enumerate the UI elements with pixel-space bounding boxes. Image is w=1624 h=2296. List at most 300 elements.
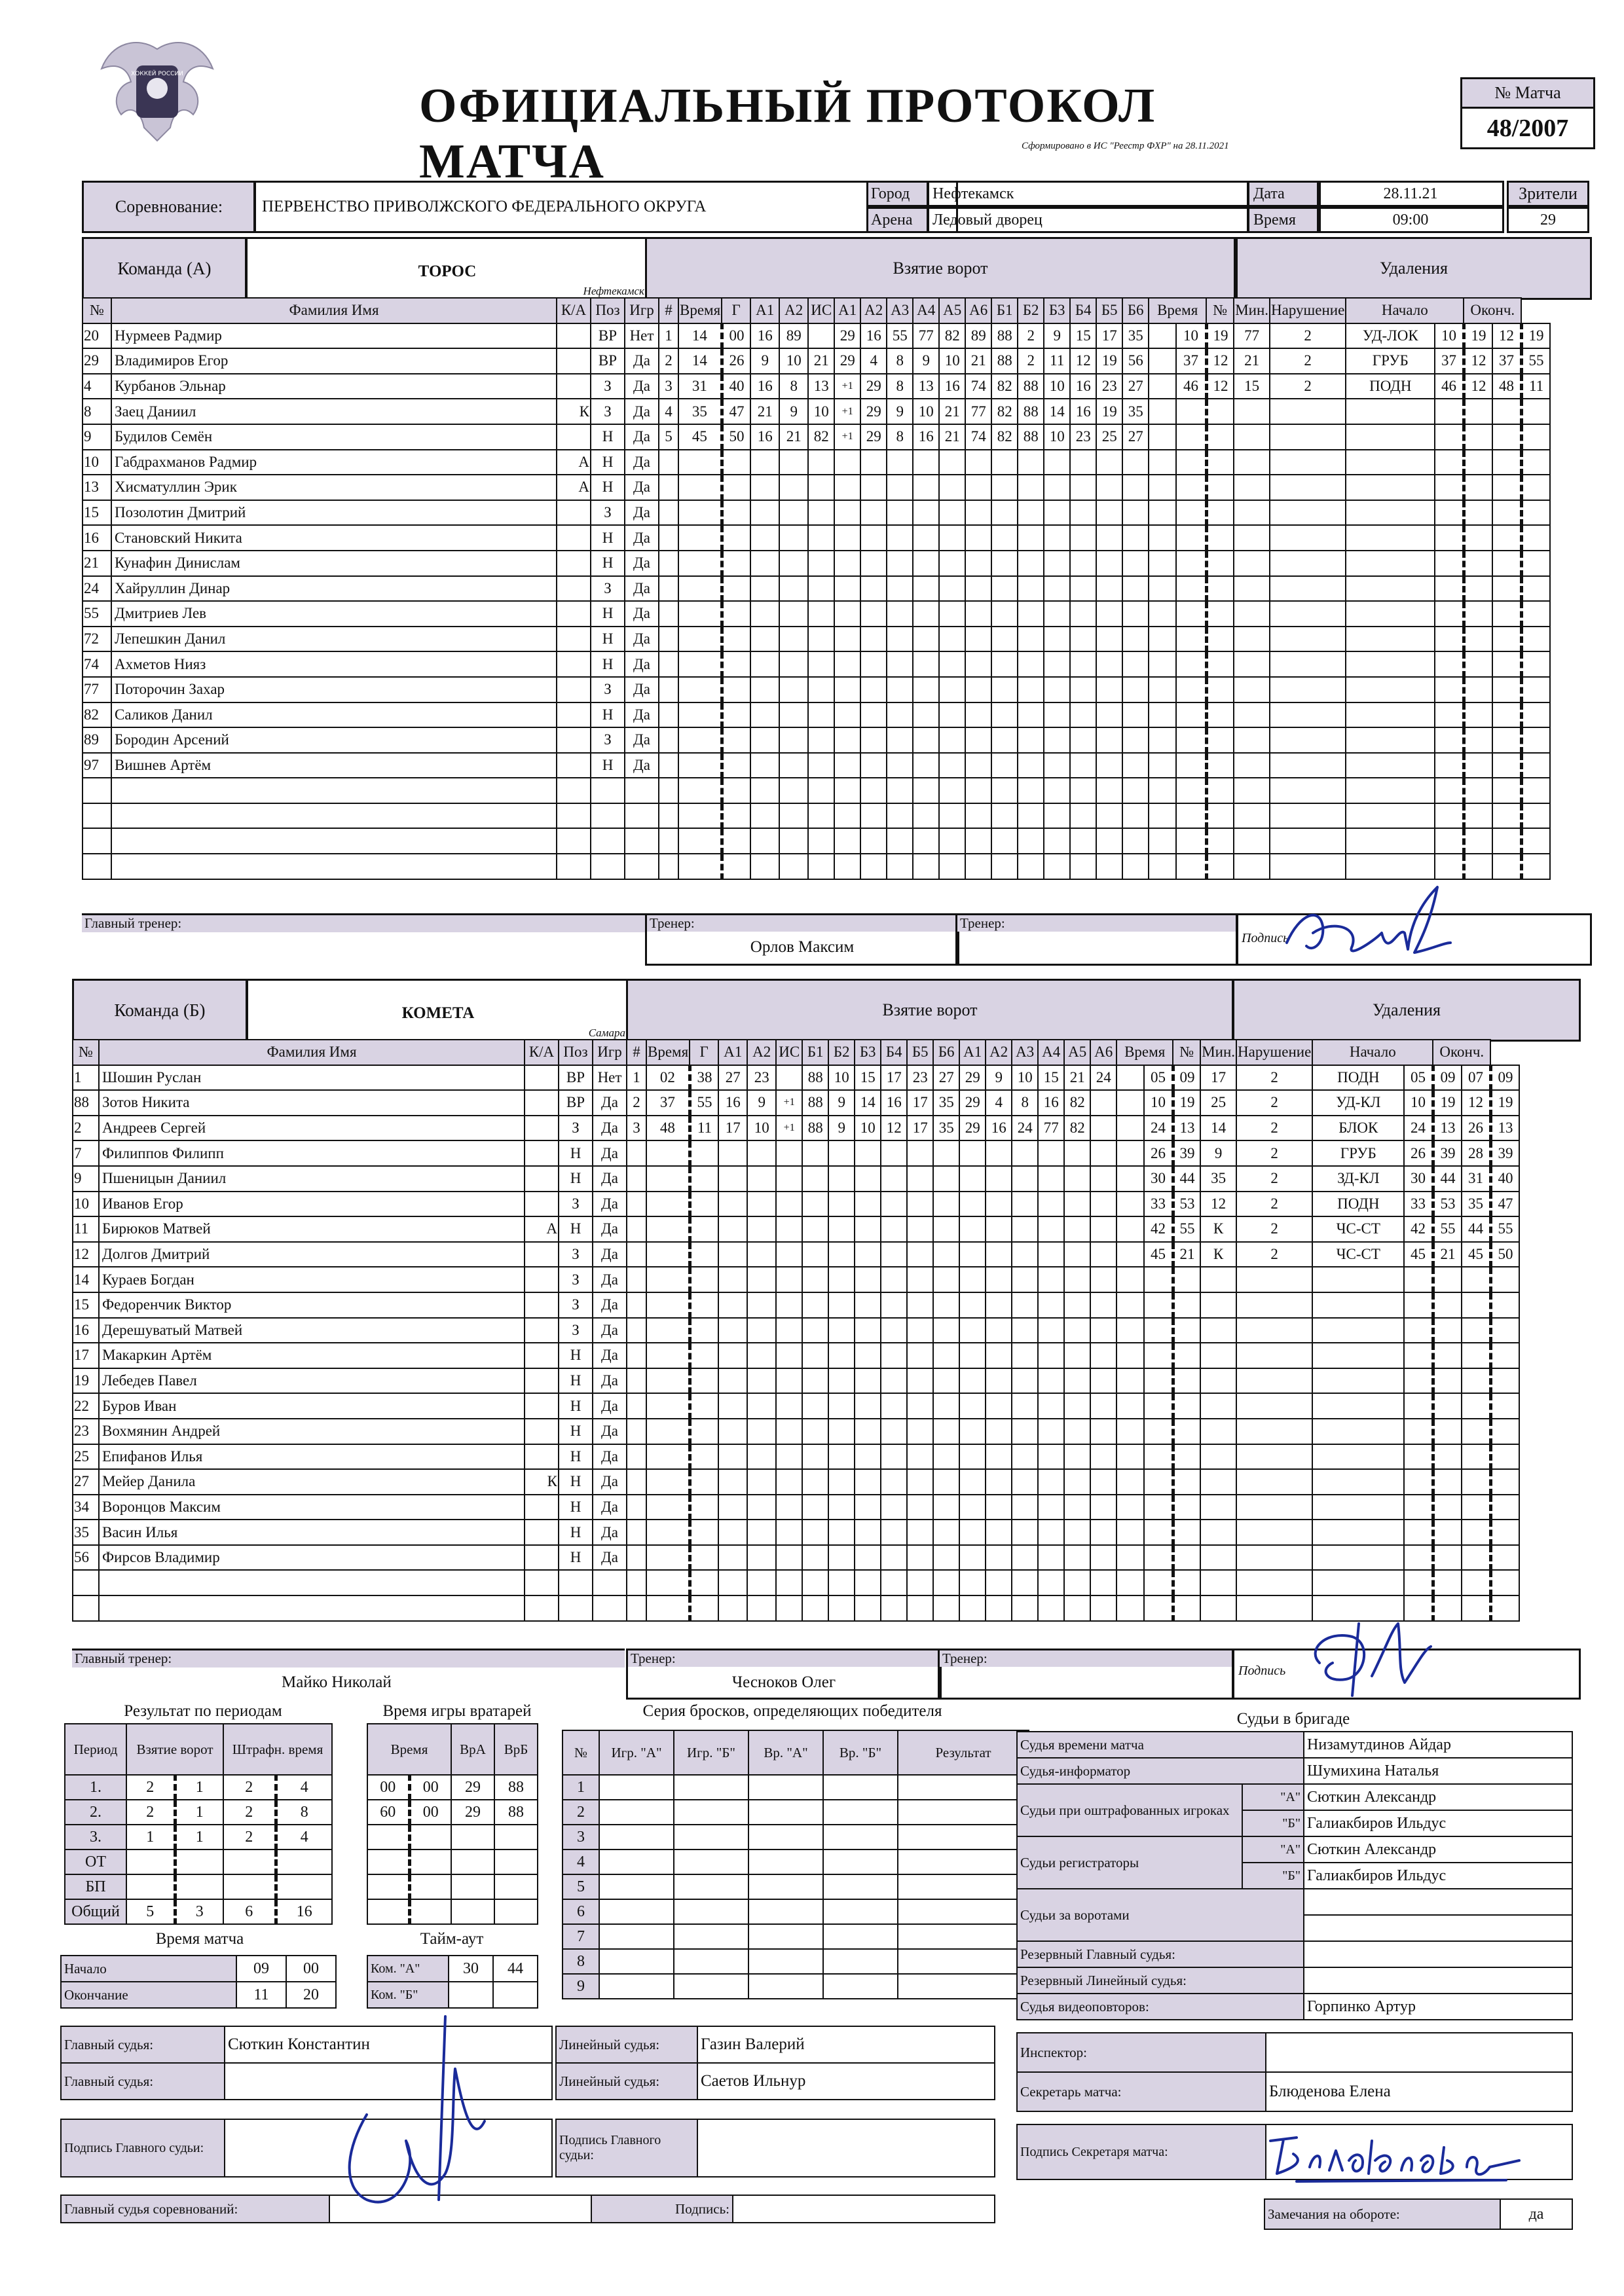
- goal-cell: [1096, 803, 1122, 829]
- player-captain: [525, 1166, 559, 1192]
- goal-cell: [1044, 854, 1070, 879]
- goal-cell: [802, 1393, 828, 1419]
- goal-cell: 29: [959, 1065, 986, 1091]
- goal-cell: 3: [659, 374, 678, 399]
- penalty-cell: [1462, 1444, 1490, 1470]
- timeout-b-label: Ком. "Б": [367, 1982, 449, 2008]
- period-value: 4: [276, 1775, 332, 1800]
- goal-cell: [1149, 753, 1176, 778]
- shootout-num: 4: [563, 1850, 599, 1874]
- penalty-cell: [1435, 500, 1464, 526]
- penalty-cell: 55: [1490, 1216, 1519, 1242]
- goal-cell: [991, 627, 1018, 652]
- shootout-cell: [674, 1949, 748, 1974]
- penalty-cell: [1200, 1444, 1236, 1470]
- team-a-header-cell: А1: [750, 298, 779, 323]
- team-b-header-cell: Б3: [855, 1040, 881, 1065]
- goal-cell: [939, 778, 965, 803]
- penalty-cell: [1346, 677, 1435, 702]
- player-captain: [557, 348, 591, 374]
- goal-cell: 29: [860, 424, 887, 450]
- penalty-cell: [1492, 651, 1521, 677]
- goal-cell: +1: [834, 374, 860, 399]
- goal-cell: 31: [678, 374, 722, 399]
- goal-cell: [1044, 576, 1070, 602]
- goal-cell: 4: [860, 348, 887, 374]
- team-b-header-cell: Игр: [593, 1040, 627, 1065]
- penalty-cell: [1462, 1368, 1490, 1394]
- penalty-cell: 21: [1433, 1242, 1462, 1267]
- goal-cell: [907, 1469, 933, 1495]
- penalty-cell: 12: [1200, 1192, 1236, 1217]
- goal-cell: [779, 525, 808, 551]
- player-position: Н: [559, 1343, 593, 1368]
- goal-cell: [1018, 601, 1044, 627]
- match-end-mm: 20: [286, 1982, 336, 2008]
- penalty-cell: [1270, 828, 1346, 854]
- goal-cell: [1018, 727, 1044, 753]
- goal-cell: [750, 778, 779, 803]
- player-captain: А: [557, 450, 591, 475]
- goal-cell: [933, 1444, 959, 1470]
- player-position: [591, 803, 625, 829]
- player-number: 7: [73, 1140, 99, 1166]
- shootout-cell: [599, 1825, 674, 1850]
- goal-cell: [776, 1595, 802, 1621]
- penalty-cell: [1312, 1368, 1404, 1394]
- goal-cell: [718, 1292, 747, 1318]
- goal-cell: [722, 551, 750, 576]
- goal-cell: 88: [1018, 374, 1044, 399]
- goal-cell: [747, 1216, 776, 1242]
- referees-title: Судьи в бригаде: [1236, 1710, 1350, 1728]
- player-captain: [525, 1242, 559, 1267]
- shootout-cell: [599, 1899, 674, 1924]
- goal-cell: 1: [659, 323, 678, 349]
- goal-cell: [1116, 1444, 1144, 1470]
- goal-cell: [1070, 551, 1096, 576]
- goal-cell: [965, 601, 991, 627]
- goal-cell: [802, 1318, 828, 1343]
- player-name: Габдрахманов Радмир: [111, 450, 557, 475]
- penalty-judge-a-side: "А": [1242, 1784, 1304, 1810]
- goal-cell: 82: [991, 399, 1018, 424]
- goal-cell: [991, 727, 1018, 753]
- player-captain: К: [557, 399, 591, 424]
- penalty-cell: [1464, 576, 1492, 602]
- goal-cell: [828, 1216, 855, 1242]
- goalies-col-b: ВрБ: [494, 1724, 538, 1775]
- penalty-cell: [1521, 727, 1550, 753]
- shootout-cell: [748, 1800, 823, 1825]
- penalty-cell: [1464, 551, 1492, 576]
- goal-cell: [986, 1216, 1012, 1242]
- penalty-cell: [1521, 702, 1550, 728]
- goal-cell: [1070, 651, 1096, 677]
- penalty-cell: [1521, 399, 1550, 424]
- player-position: Н: [591, 525, 625, 551]
- goal-cell: [1012, 1469, 1038, 1495]
- player-number: 19: [73, 1368, 99, 1394]
- goal-cell: [965, 702, 991, 728]
- goal-cell: 21: [939, 399, 965, 424]
- penalty-cell: [1144, 1292, 1173, 1318]
- shootout-col-goalie-a: Вр. "А": [748, 1730, 823, 1775]
- shootout-cell: [599, 1974, 674, 1999]
- player-captain: [557, 374, 591, 399]
- penalty-cell: [1492, 627, 1521, 652]
- goal-cell: 47: [722, 399, 750, 424]
- goalie-row: [367, 1899, 538, 1924]
- penalty-cell: [1404, 1368, 1433, 1394]
- goal-cell: [808, 525, 834, 551]
- penalty-cell: [1200, 1318, 1236, 1343]
- goal-cell: [1012, 1318, 1038, 1343]
- player-name: Фирсов Владимир: [99, 1545, 525, 1571]
- penalty-cell: [1312, 1267, 1404, 1292]
- penalty-cell: [1521, 424, 1550, 450]
- goal-cell: [939, 854, 965, 879]
- penalty-cell: [1236, 1368, 1312, 1394]
- player-number: 25: [73, 1444, 99, 1470]
- penalty-cell: 09: [1490, 1065, 1519, 1091]
- team-a-grid: [82, 297, 1551, 880]
- goal-cell: [860, 677, 887, 702]
- goal-cell: [718, 1444, 747, 1470]
- penalty-cell: [1236, 1318, 1312, 1343]
- team-a-signature-label: Подпись: [1242, 931, 1289, 945]
- player-captain: [525, 1090, 559, 1116]
- goalie-cell: [494, 1850, 538, 1874]
- team-a-row: [83, 627, 1550, 652]
- recorders-label: Судьи регистраторы: [1017, 1836, 1242, 1889]
- chief-referee-label: Главный судья соревнований:: [61, 2195, 329, 2223]
- goal-cell: [627, 1570, 646, 1595]
- goal-cell: [933, 1192, 959, 1217]
- player-played: Да: [625, 475, 659, 500]
- goal-cell: [887, 551, 913, 576]
- penalty-cell: [1270, 551, 1346, 576]
- player-name: Кураев Богдан: [99, 1267, 525, 1292]
- goal-cell: [678, 651, 722, 677]
- penalty-cell: [1312, 1318, 1404, 1343]
- penalty-cell: [1521, 753, 1550, 778]
- penalty-cell: ЗД-КЛ: [1312, 1166, 1404, 1192]
- goal-cell: [907, 1318, 933, 1343]
- shootout-cell: [898, 1850, 1029, 1874]
- goal-cell: [860, 854, 887, 879]
- goal-cell: [834, 525, 860, 551]
- player-position: Н: [591, 702, 625, 728]
- penalty-cell: 25: [1200, 1090, 1236, 1116]
- goal-cell: [808, 677, 834, 702]
- goal-cell: [855, 1192, 881, 1217]
- goal-cell: [887, 854, 913, 879]
- goal-cell: [678, 551, 722, 576]
- penalty-cell: 39: [1433, 1140, 1462, 1166]
- goal-cell: [1044, 651, 1070, 677]
- goal-cell: [986, 1393, 1012, 1419]
- player-name: Владимиров Егор: [111, 348, 557, 374]
- player-position: З: [559, 1292, 593, 1318]
- team-a-header-cell: Б6: [1122, 298, 1149, 323]
- goal-cell: [1018, 576, 1044, 602]
- penalty-cell: [1346, 500, 1435, 526]
- penalty-cell: [1433, 1419, 1462, 1444]
- shootout-cell: [823, 1800, 898, 1825]
- notes-table: [1264, 2198, 1573, 2230]
- goal-cell: 35: [678, 399, 722, 424]
- goal-cell: [907, 1393, 933, 1419]
- player-name: Бирюков Матвей: [99, 1216, 525, 1242]
- penalty-cell: [1270, 475, 1346, 500]
- period-value: 16: [276, 1899, 332, 1924]
- penalty-cell: 05: [1144, 1065, 1173, 1091]
- goal-cell: 29: [959, 1090, 986, 1116]
- goal-cell: [1064, 1444, 1090, 1470]
- team-b-row: [73, 1292, 1519, 1318]
- goal-cell: [913, 651, 939, 677]
- goal-cell: [1064, 1192, 1090, 1217]
- goal-cell: [1038, 1343, 1064, 1368]
- goal-cell: [1090, 1570, 1116, 1595]
- penalty-cell: [1435, 702, 1464, 728]
- goal-cell: 88: [802, 1116, 828, 1141]
- goal-cell: [881, 1216, 907, 1242]
- player-played: Да: [625, 651, 659, 677]
- goal-cell: [887, 450, 913, 475]
- penalty-cell: [1435, 727, 1464, 753]
- goal-cell: [659, 702, 678, 728]
- penalty-cell: [1462, 1393, 1490, 1419]
- goal-cell: [646, 1393, 690, 1419]
- penalty-cell: [1176, 399, 1206, 424]
- goal-cell: [881, 1140, 907, 1166]
- penalty-cell: [1435, 677, 1464, 702]
- results-col-goals: Взятие ворот: [126, 1724, 223, 1775]
- player-position: З: [591, 677, 625, 702]
- penalty-cell: [1200, 1545, 1236, 1571]
- goal-cell: 21: [1064, 1065, 1090, 1091]
- goal-cell: [1070, 702, 1096, 728]
- penalty-cell: [1144, 1495, 1173, 1520]
- goal-cell: [991, 576, 1018, 602]
- goal-cell: [1122, 651, 1149, 677]
- goal-cell: [907, 1444, 933, 1470]
- player-name: Вохмянин Андрей: [99, 1419, 525, 1444]
- player-position: Н: [591, 627, 625, 652]
- goal-cell: 10: [1012, 1065, 1038, 1091]
- goal-cell: [855, 1545, 881, 1571]
- penalty-cell: [1433, 1495, 1462, 1520]
- penalty-cell: [1464, 399, 1492, 424]
- goal-cell: [887, 828, 913, 854]
- goalie-row: [367, 1874, 538, 1899]
- goal-cell: [855, 1469, 881, 1495]
- team-b-header-cell: Б5: [907, 1040, 933, 1065]
- penalty-cell: [1346, 450, 1435, 475]
- goal-cell: [1122, 601, 1149, 627]
- penalty-cell: [1236, 1495, 1312, 1520]
- goal-cell: [1038, 1318, 1064, 1343]
- goal-cell: [855, 1140, 881, 1166]
- team-b-header-cell: Оконч.: [1433, 1040, 1490, 1065]
- goal-cell: [939, 828, 965, 854]
- goal-cell: 14: [855, 1090, 881, 1116]
- penalty-cell: [1404, 1292, 1433, 1318]
- goal-cell: [1018, 854, 1044, 879]
- goal-cell: 11: [690, 1116, 718, 1141]
- goal-cell: [1149, 677, 1176, 702]
- goal-cell: [1038, 1444, 1064, 1470]
- goal-cell: [646, 1292, 690, 1318]
- goal-cell: 16: [881, 1090, 907, 1116]
- penalty-cell: [1492, 854, 1521, 879]
- goal-cell: [646, 1495, 690, 1520]
- team-b-header-cell: А6: [1090, 1040, 1116, 1065]
- shootout-table: [562, 1730, 1029, 1999]
- goal-cell: [834, 753, 860, 778]
- goalie-cell: 29: [451, 1800, 494, 1825]
- goal-cell: [965, 854, 991, 879]
- goalie-cell: [451, 1850, 494, 1874]
- goal-cell: [718, 1192, 747, 1217]
- penalty-cell: [1234, 601, 1270, 627]
- goal-cell: [1122, 500, 1149, 526]
- goal-cell: [1090, 1090, 1116, 1116]
- goal-cell: 27: [1122, 424, 1149, 450]
- shootout-cell: [748, 1825, 823, 1850]
- penalty-cell: [1176, 854, 1206, 879]
- team-b-row: [73, 1495, 1519, 1520]
- player-position: З: [559, 1242, 593, 1267]
- player-name: Зотов Никита: [99, 1090, 525, 1116]
- goal-cell: [802, 1444, 828, 1470]
- penalty-cell: [1173, 1469, 1200, 1495]
- goal-cell: 19: [1096, 399, 1122, 424]
- goal-cell: [965, 828, 991, 854]
- penalty-cell: [1492, 727, 1521, 753]
- spectators-label: Зрители: [1507, 181, 1589, 207]
- goal-cell: [1122, 778, 1149, 803]
- goal-cell: [881, 1242, 907, 1267]
- penalty-cell: [1464, 727, 1492, 753]
- team-b-row: [73, 1545, 1519, 1571]
- recorder-a-side: "А": [1242, 1836, 1304, 1863]
- player-position: З: [591, 374, 625, 399]
- goal-cell: [1122, 803, 1149, 829]
- goal-cell: [828, 1495, 855, 1520]
- goal-cell: [678, 854, 722, 879]
- team-b-header-cell: №: [73, 1040, 99, 1065]
- goal-cell: 13: [913, 374, 939, 399]
- penalty-cell: [1435, 601, 1464, 627]
- goal-cell: [1064, 1469, 1090, 1495]
- goal-cell: 21: [808, 348, 834, 374]
- goal-cell: [1096, 576, 1122, 602]
- goal-cell: [1012, 1216, 1038, 1242]
- goal-cell: [1096, 702, 1122, 728]
- goal-cell: 8: [779, 374, 808, 399]
- player-captain: [557, 424, 591, 450]
- penalty-cell: 35: [1462, 1192, 1490, 1217]
- goal-cell: [1070, 500, 1096, 526]
- goal-cell: [887, 651, 913, 677]
- goal-cell: [1064, 1520, 1090, 1545]
- goal-cell: [1116, 1520, 1144, 1545]
- goal-cell: 16: [750, 374, 779, 399]
- notes-label: Замечания на обороте:: [1264, 2199, 1500, 2229]
- shootout-num: 7: [563, 1924, 599, 1949]
- goal-cell: [1070, 576, 1096, 602]
- team-b-header-cell: А5: [1064, 1040, 1090, 1065]
- penalty-cell: 44: [1433, 1166, 1462, 1192]
- shootout-cell: [674, 1924, 748, 1949]
- player-played: Да: [625, 601, 659, 627]
- penalty-cell: [1462, 1495, 1490, 1520]
- goal-cell: [881, 1393, 907, 1419]
- penalty-cell: [1464, 778, 1492, 803]
- penalty-cell: [1492, 702, 1521, 728]
- player-captain: [557, 753, 591, 778]
- goal-cell: [1090, 1368, 1116, 1394]
- penalty-cell: [1173, 1267, 1200, 1292]
- player-name: [111, 778, 557, 803]
- penalty-cell: [1464, 424, 1492, 450]
- player-position: ВР: [591, 348, 625, 374]
- team-b-header-cell: Б2: [828, 1040, 855, 1065]
- results-table: [64, 1723, 333, 1925]
- player-captain: [525, 1570, 559, 1595]
- goal-cell: [750, 753, 779, 778]
- goal-cell: [860, 803, 887, 829]
- penalty-judge-b-side: "Б": [1242, 1810, 1304, 1836]
- goal-cell: [1012, 1419, 1038, 1444]
- player-position: З: [591, 399, 625, 424]
- player-played: [593, 1570, 627, 1595]
- goal-cell: 82: [808, 424, 834, 450]
- period-label: ОТ: [65, 1850, 126, 1874]
- penalty-cell: 13: [1490, 1116, 1519, 1141]
- goal-cell: [776, 1570, 802, 1595]
- goal-cell: [779, 651, 808, 677]
- penalty-cell: [1144, 1368, 1173, 1394]
- goal-cell: [828, 1545, 855, 1571]
- penalty-cell: [1173, 1343, 1200, 1368]
- goal-cell: [1038, 1393, 1064, 1419]
- goalie-row: [367, 1825, 538, 1850]
- goal-cell: [828, 1166, 855, 1192]
- penalty-cell: [1521, 854, 1550, 879]
- goal-cell: [747, 1495, 776, 1520]
- goal-cell: [750, 450, 779, 475]
- goal-cell: [779, 627, 808, 652]
- goal-cell: [1012, 1393, 1038, 1419]
- goal-cell: [1018, 803, 1044, 829]
- player-position: [559, 1570, 593, 1595]
- goal-cell: [834, 576, 860, 602]
- goal-cell: [779, 828, 808, 854]
- team-a-header-cell: Мин.: [1234, 298, 1270, 323]
- goal-cell: [802, 1192, 828, 1217]
- penalty-cell: [1312, 1393, 1404, 1419]
- goal-cell: [646, 1444, 690, 1470]
- period-label: БП: [65, 1874, 126, 1899]
- penalty-cell: [1492, 450, 1521, 475]
- penalty-cell: 19: [1490, 1090, 1519, 1116]
- team-b-coach-box: [626, 1649, 942, 1700]
- goal-cell: 55: [887, 323, 913, 349]
